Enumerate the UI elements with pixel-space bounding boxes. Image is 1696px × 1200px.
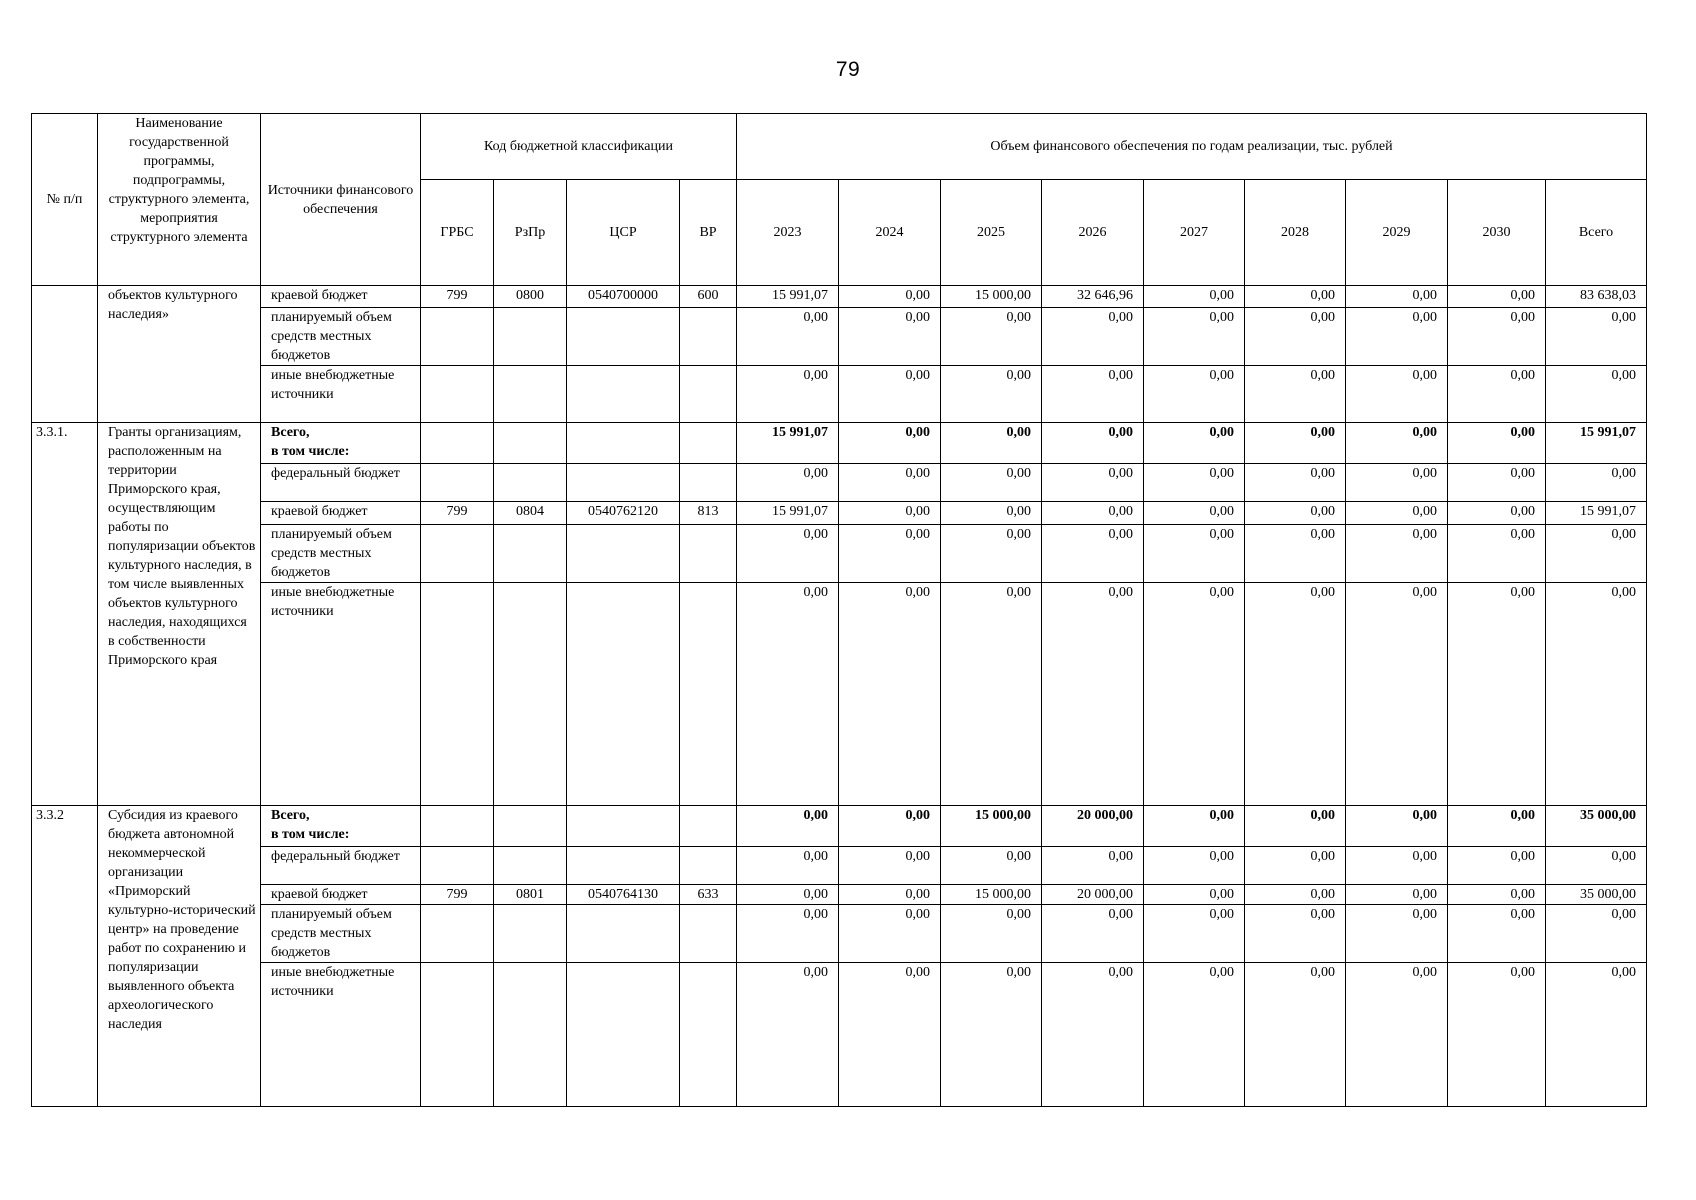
value-2030: 0,00 <box>1448 423 1546 464</box>
value-2025: 0,00 <box>941 847 1042 885</box>
value-2026: 0,00 <box>1042 525 1144 583</box>
value-2026: 32 646,96 <box>1042 286 1144 308</box>
row-grbs <box>421 905 494 963</box>
value-2025: 15 000,00 <box>941 286 1042 308</box>
value-2024: 0,00 <box>839 366 941 423</box>
value-2029: 0,00 <box>1346 806 1448 847</box>
value-2026: 0,00 <box>1042 583 1144 806</box>
value-2026: 0,00 <box>1042 308 1144 366</box>
row-name: Субсидия из краевого бюджета автономной некоммерческой организации «Приморский культурно-исторический центр» на проведение работ по сохранению и популяризации выявленного объекта археологического наследия <box>98 806 261 1107</box>
value-2028: 0,00 <box>1245 308 1346 366</box>
table-body <box>32 286 1647 1107</box>
value-2025: 0,00 <box>941 502 1042 525</box>
row-source: краевой бюджет <box>261 286 421 308</box>
value-total: 0,00 <box>1546 464 1647 502</box>
value-2023: 0,00 <box>737 885 839 905</box>
table-row <box>32 525 1647 583</box>
table-row <box>32 286 1647 308</box>
value-2028: 0,00 <box>1245 963 1346 1107</box>
value-2027: 0,00 <box>1144 583 1245 806</box>
value-total: 35 000,00 <box>1546 885 1647 905</box>
value-2030: 0,00 <box>1448 286 1546 308</box>
row-grbs: 799 <box>421 502 494 525</box>
value-2030: 0,00 <box>1448 464 1546 502</box>
finance-table <box>31 113 1647 1107</box>
value-2023: 15 991,07 <box>737 502 839 525</box>
row-csr <box>567 583 680 806</box>
row-csr: 0540762120 <box>567 502 680 525</box>
row-rzpr <box>494 847 567 885</box>
header-csr: ЦСР <box>567 180 680 286</box>
row-grbs <box>421 423 494 464</box>
value-2028: 0,00 <box>1245 286 1346 308</box>
row-vr <box>680 464 737 502</box>
row-vr <box>680 583 737 806</box>
value-2029: 0,00 <box>1346 885 1448 905</box>
header-finance-volume: Объем финансового обеспечения по годам реализации, тыс. рублей <box>737 114 1647 180</box>
value-2024: 0,00 <box>839 847 941 885</box>
row-vr <box>680 366 737 423</box>
value-2028: 0,00 <box>1245 847 1346 885</box>
table-row <box>32 464 1647 502</box>
value-2028: 0,00 <box>1245 885 1346 905</box>
value-2023: 15 991,07 <box>737 286 839 308</box>
value-2030: 0,00 <box>1448 583 1546 806</box>
value-2028: 0,00 <box>1245 905 1346 963</box>
row-csr <box>567 308 680 366</box>
value-2029: 0,00 <box>1346 366 1448 423</box>
value-2026: 0,00 <box>1042 502 1144 525</box>
value-2028: 0,00 <box>1245 366 1346 423</box>
row-grbs <box>421 806 494 847</box>
row-csr <box>567 806 680 847</box>
table-row <box>32 308 1647 366</box>
value-2024: 0,00 <box>839 423 941 464</box>
value-2029: 0,00 <box>1346 502 1448 525</box>
value-2024: 0,00 <box>839 583 941 806</box>
header-year-2026: 2026 <box>1042 180 1144 286</box>
value-2025: 0,00 <box>941 583 1042 806</box>
row-grbs <box>421 464 494 502</box>
header-year-2030: 2030 <box>1448 180 1546 286</box>
value-2027: 0,00 <box>1144 806 1245 847</box>
value-2029: 0,00 <box>1346 963 1448 1107</box>
table-row <box>32 583 1647 806</box>
header-year-2028: 2028 <box>1245 180 1346 286</box>
value-2027: 0,00 <box>1144 963 1245 1107</box>
value-2028: 0,00 <box>1245 525 1346 583</box>
value-2024: 0,00 <box>839 525 941 583</box>
row-source: федеральный бюджет <box>261 464 421 502</box>
row-rzpr <box>494 806 567 847</box>
header-vr: ВР <box>680 180 737 286</box>
header-year-2024: 2024 <box>839 180 941 286</box>
row-vr <box>680 847 737 885</box>
row-num: 3.3.1. <box>32 423 98 806</box>
row-vr <box>680 308 737 366</box>
value-2026: 0,00 <box>1042 905 1144 963</box>
row-source: планируемый объем средств местных бюджетов <box>261 525 421 583</box>
value-total: 0,00 <box>1546 847 1647 885</box>
value-2025: 0,00 <box>941 464 1042 502</box>
value-2025: 0,00 <box>941 423 1042 464</box>
value-2027: 0,00 <box>1144 423 1245 464</box>
value-total: 15 991,07 <box>1546 502 1647 525</box>
row-source: краевой бюджет <box>261 502 421 525</box>
row-rzpr <box>494 366 567 423</box>
value-2030: 0,00 <box>1448 963 1546 1107</box>
value-2029: 0,00 <box>1346 525 1448 583</box>
value-total: 0,00 <box>1546 525 1647 583</box>
row-rzpr <box>494 963 567 1107</box>
row-csr: 0540764130 <box>567 885 680 905</box>
value-2028: 0,00 <box>1245 464 1346 502</box>
row-rzpr <box>494 583 567 806</box>
value-2024: 0,00 <box>839 905 941 963</box>
source-including-label: в том числе: <box>271 827 350 842</box>
value-2024: 0,00 <box>839 308 941 366</box>
value-2025: 0,00 <box>941 525 1042 583</box>
value-2030: 0,00 <box>1448 525 1546 583</box>
value-2029: 0,00 <box>1346 286 1448 308</box>
row-name: объектов культурного наследия» <box>98 286 261 423</box>
value-2030: 0,00 <box>1448 905 1546 963</box>
value-2025: 0,00 <box>941 308 1042 366</box>
table-row <box>32 366 1647 423</box>
row-rzpr <box>494 423 567 464</box>
value-2025: 15 000,00 <box>941 806 1042 847</box>
row-rzpr: 0801 <box>494 885 567 905</box>
row-source: федеральный бюджет <box>261 847 421 885</box>
value-2027: 0,00 <box>1144 847 1245 885</box>
row-num: 3.3.2 <box>32 806 98 1107</box>
value-2023: 0,00 <box>737 366 839 423</box>
header-year-2029: 2029 <box>1346 180 1448 286</box>
row-rzpr <box>494 464 567 502</box>
row-source: планируемый объем средств местных бюджетов <box>261 905 421 963</box>
value-2027: 0,00 <box>1144 286 1245 308</box>
value-2026: 0,00 <box>1042 366 1144 423</box>
value-total: 0,00 <box>1546 905 1647 963</box>
row-grbs <box>421 525 494 583</box>
value-2023: 15 991,07 <box>737 423 839 464</box>
row-grbs <box>421 366 494 423</box>
row-source: планируемый объем средств местных бюджетов <box>261 308 421 366</box>
source-total-label: Всего, <box>271 425 310 440</box>
source-total-label: Всего, <box>271 808 310 823</box>
row-rzpr <box>494 525 567 583</box>
value-total: 35 000,00 <box>1546 806 1647 847</box>
value-2023: 0,00 <box>737 963 839 1107</box>
finance-table-wrapper <box>31 113 1647 1107</box>
page-number: 79 <box>835 58 861 81</box>
value-2026: 0,00 <box>1042 464 1144 502</box>
row-rzpr <box>494 905 567 963</box>
value-2026: 0,00 <box>1042 847 1144 885</box>
header-grbs: ГРБС <box>421 180 494 286</box>
value-2028: 0,00 <box>1245 502 1346 525</box>
row-rzpr <box>494 308 567 366</box>
value-2026: 20 000,00 <box>1042 885 1144 905</box>
header-total: Всего <box>1546 180 1647 286</box>
value-2023: 0,00 <box>737 905 839 963</box>
value-2029: 0,00 <box>1346 583 1448 806</box>
value-2024: 0,00 <box>839 963 941 1107</box>
row-grbs <box>421 963 494 1107</box>
table-row <box>32 963 1647 1107</box>
value-total: 0,00 <box>1546 308 1647 366</box>
value-2030: 0,00 <box>1448 885 1546 905</box>
value-2025: 0,00 <box>941 905 1042 963</box>
value-2028: 0,00 <box>1245 806 1346 847</box>
value-total: 15 991,07 <box>1546 423 1647 464</box>
value-2024: 0,00 <box>839 464 941 502</box>
value-2024: 0,00 <box>839 885 941 905</box>
value-2027: 0,00 <box>1144 502 1245 525</box>
value-2030: 0,00 <box>1448 308 1546 366</box>
table-header <box>32 114 1647 286</box>
value-2029: 0,00 <box>1346 847 1448 885</box>
value-2028: 0,00 <box>1245 583 1346 806</box>
value-2024: 0,00 <box>839 806 941 847</box>
value-2029: 0,00 <box>1346 905 1448 963</box>
row-csr <box>567 905 680 963</box>
row-num <box>32 286 98 423</box>
row-source: иные внебюджетные источники <box>261 366 421 423</box>
row-source: иные внебюджетные источники <box>261 583 421 806</box>
header-budget-code: Код бюджетной классификации <box>421 114 737 180</box>
row-source-total <box>261 423 421 464</box>
value-2023: 0,00 <box>737 308 839 366</box>
header-year-2027: 2027 <box>1144 180 1245 286</box>
row-vr <box>680 525 737 583</box>
row-grbs <box>421 847 494 885</box>
table-row <box>32 806 1647 847</box>
value-2029: 0,00 <box>1346 308 1448 366</box>
table-row <box>32 847 1647 885</box>
value-2027: 0,00 <box>1144 464 1245 502</box>
header-num: № п/п <box>32 114 98 286</box>
value-2027: 0,00 <box>1144 525 1245 583</box>
value-2030: 0,00 <box>1448 806 1546 847</box>
value-2027: 0,00 <box>1144 308 1245 366</box>
value-total: 0,00 <box>1546 963 1647 1107</box>
value-2023: 0,00 <box>737 847 839 885</box>
row-grbs: 799 <box>421 286 494 308</box>
header-year-2025: 2025 <box>941 180 1042 286</box>
row-grbs <box>421 308 494 366</box>
value-2029: 0,00 <box>1346 464 1448 502</box>
value-2026: 20 000,00 <box>1042 806 1144 847</box>
row-vr <box>680 423 737 464</box>
value-2030: 0,00 <box>1448 366 1546 423</box>
row-vr <box>680 806 737 847</box>
row-csr <box>567 423 680 464</box>
value-total: 0,00 <box>1546 583 1647 806</box>
row-csr <box>567 963 680 1107</box>
row-source: иные внебюджетные источники <box>261 963 421 1107</box>
table-row <box>32 905 1647 963</box>
value-2028: 0,00 <box>1245 423 1346 464</box>
value-2027: 0,00 <box>1144 885 1245 905</box>
value-2027: 0,00 <box>1144 905 1245 963</box>
value-2025: 0,00 <box>941 366 1042 423</box>
row-vr: 813 <box>680 502 737 525</box>
row-vr <box>680 963 737 1107</box>
row-source-total <box>261 806 421 847</box>
value-total: 0,00 <box>1546 366 1647 423</box>
value-2029: 0,00 <box>1346 423 1448 464</box>
value-2026: 0,00 <box>1042 963 1144 1107</box>
row-rzpr: 0800 <box>494 286 567 308</box>
table-row <box>32 885 1647 905</box>
value-2023: 0,00 <box>737 583 839 806</box>
row-vr: 633 <box>680 885 737 905</box>
source-including-label: в том числе: <box>271 444 350 459</box>
value-2027: 0,00 <box>1144 366 1245 423</box>
value-2023: 0,00 <box>737 464 839 502</box>
row-grbs <box>421 583 494 806</box>
table-row <box>32 423 1647 464</box>
row-source: краевой бюджет <box>261 885 421 905</box>
header-rzpr: РзПр <box>494 180 567 286</box>
value-2024: 0,00 <box>839 286 941 308</box>
row-grbs: 799 <box>421 885 494 905</box>
value-2025: 0,00 <box>941 963 1042 1107</box>
value-2023: 0,00 <box>737 806 839 847</box>
value-2024: 0,00 <box>839 502 941 525</box>
value-2030: 0,00 <box>1448 847 1546 885</box>
value-2026: 0,00 <box>1042 423 1144 464</box>
value-2030: 0,00 <box>1448 502 1546 525</box>
row-csr <box>567 366 680 423</box>
value-2025: 15 000,00 <box>941 885 1042 905</box>
row-csr <box>567 847 680 885</box>
header-year-2023: 2023 <box>737 180 839 286</box>
value-total: 83 638,03 <box>1546 286 1647 308</box>
row-name: Гранты организациям, расположенным на территории Приморского края, осуществляющим работы по популяризации объектов культурного наследия, в том числе выявленных объектов культурного наследия, находящихся в собственности Приморского края <box>98 423 261 806</box>
row-csr: 0540700000 <box>567 286 680 308</box>
row-csr <box>567 464 680 502</box>
row-csr <box>567 525 680 583</box>
row-vr <box>680 905 737 963</box>
row-rzpr: 0804 <box>494 502 567 525</box>
table-row <box>32 502 1647 525</box>
header-source: Источники финансового обеспечения <box>261 114 421 286</box>
row-vr: 600 <box>680 286 737 308</box>
header-name: Наименование государственной программы, подпрограммы, структурного элемента, мероприятия структурного элемента <box>98 114 261 286</box>
value-2023: 0,00 <box>737 525 839 583</box>
